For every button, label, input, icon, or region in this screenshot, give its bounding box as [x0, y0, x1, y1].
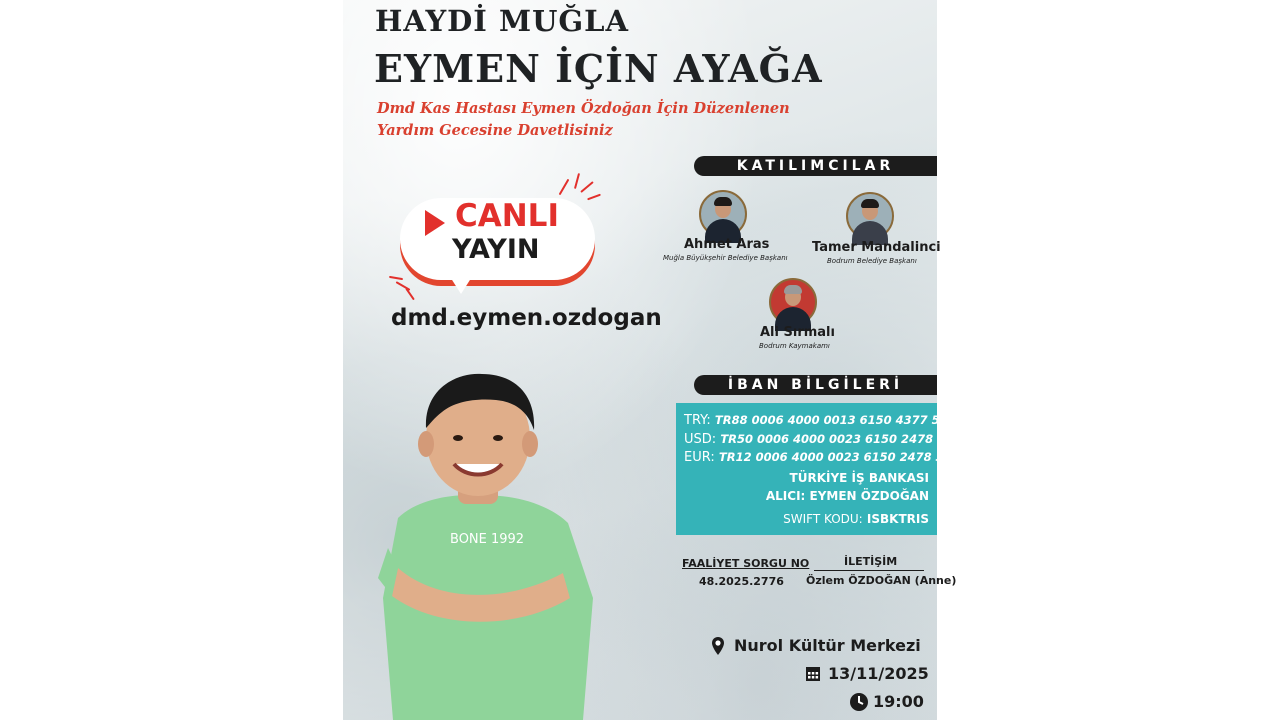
participant-name: Ahmet Aras [684, 237, 770, 252]
swift-code [783, 512, 929, 526]
spark-ray [389, 276, 403, 280]
iban-row [684, 413, 948, 428]
poster-title-line2: EYMEN İÇİN AYAĞA [374, 46, 823, 91]
live-speech-bubble-tail [447, 272, 475, 294]
activity-label: FAALİYET SORGU NO [682, 557, 810, 570]
poster-title-line1: HAYDİ MUĞLA [375, 4, 630, 38]
avatar [846, 192, 894, 240]
iban-row [684, 450, 952, 465]
spark-ray [580, 181, 594, 193]
poster-subtitle-line1: Dmd Kas Hastası Eymen Özdoğan İçin Düzenlenen [377, 100, 790, 117]
iban-currency: USD: [684, 432, 717, 447]
swift-value: ISBKTRIS [866, 512, 929, 526]
bank-name: TÜRKİYE İŞ BANKASI [789, 471, 929, 485]
contact-label: İLETİŞİM [844, 555, 898, 568]
iban-row [684, 432, 953, 447]
event-poster [343, 0, 957, 720]
iban-heading: İBAN BİLGİLERİ [694, 375, 937, 395]
avatar [769, 278, 817, 326]
participant-role: Muğla Büyükşehir Belediye Başkanı [663, 254, 788, 262]
participants-heading: KATILIMCILAR [694, 156, 937, 176]
participant-role: Bodrum Kaymakamı [759, 342, 830, 350]
divider [814, 570, 924, 571]
contact-value: Özlem ÖZDOĞAN (Anne) [806, 574, 957, 587]
event-time: 19:00 [873, 692, 924, 711]
live-label: CANLI [455, 198, 559, 234]
swift-label: SWIFT KODU: [783, 512, 863, 526]
iban-number: TR50 0006 4000 0023 6150 2478 25 [720, 432, 954, 446]
recipient-name: ALICI: EYMEN ÖZDOĞAN [765, 489, 929, 503]
iban-currency: TRY: [684, 413, 711, 428]
spark-ray [574, 173, 580, 189]
iban-info-box [676, 403, 954, 535]
iban-number: TR12 0006 4000 0023 6150 2478 30 [718, 450, 952, 464]
instagram-handle: dmd.eymen.ozdogan [391, 305, 662, 331]
play-icon [425, 210, 445, 236]
participant-role: Bodrum Belediye Başkanı [827, 257, 917, 265]
event-date: 13/11/2025 [828, 664, 929, 683]
location-pin-icon [711, 636, 725, 656]
broadcast-label: YAYIN [452, 234, 540, 265]
activity-value: 48.2025.2776 [699, 575, 784, 588]
iban-number: TR88 0006 4000 0013 6150 4377 51 [714, 413, 948, 427]
boy-photo [358, 368, 598, 720]
shirt-print: BONE 1992 [450, 532, 525, 547]
participant-name: Ali Sırmalı [760, 325, 835, 340]
iban-currency: EUR: [684, 450, 715, 465]
avatar [699, 190, 747, 238]
participant-name: Tamer Mandalinci [812, 240, 941, 255]
calendar-icon [805, 665, 821, 682]
poster-subtitle-line2: Yardım Gecesine Davetlisiniz [377, 122, 613, 139]
event-venue: Nurol Kültür Merkezi [734, 636, 921, 655]
clock-icon [849, 692, 869, 712]
spark-ray [559, 179, 570, 196]
spark-ray [587, 194, 601, 201]
